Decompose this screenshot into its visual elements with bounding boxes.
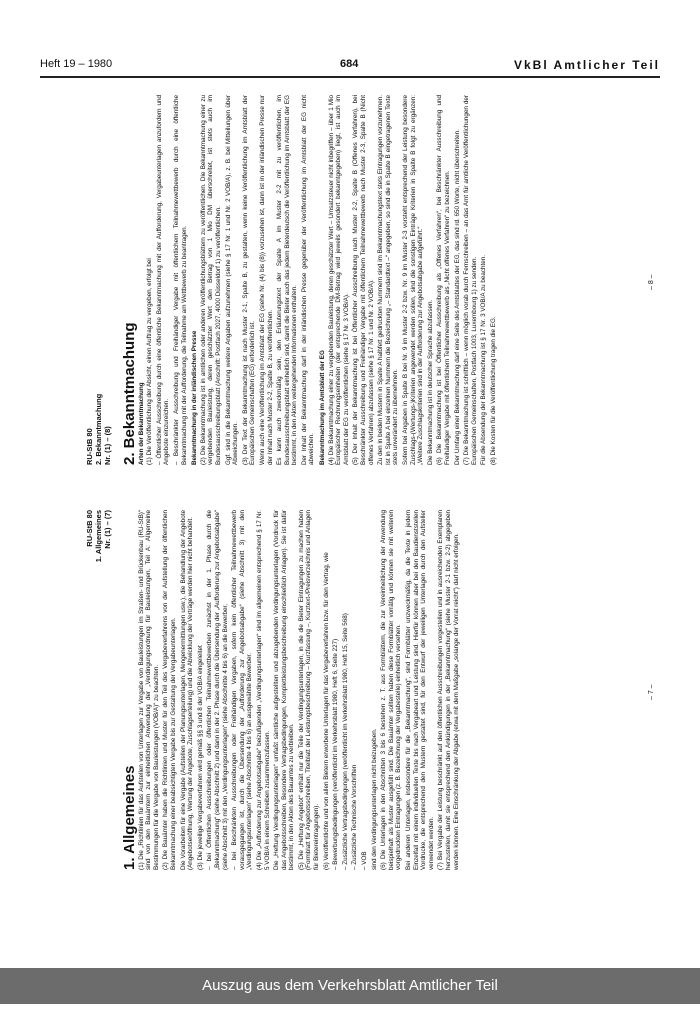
paragraph: Der Umfang einer Bekanntmachung darf eine Seite des Amtsblattes der EG, das sind rd. 650 Worte, nicht überschreiten. [453,129,461,465]
paragraph: Die „Heftung Verdingungsunterlagen“ umfaßt sämtliche aufgestellten und abzugebenden Verdingungsunterlagen (Vordruck für das Angebotsschreiben, Besondere Vertragsbedingungen, Komplettleistungsbeschreibung einschließlich Anlagen). Sie ist dafür bestimmt, in den Akten des Bauamtes zu verbleiben. [273,510,296,870]
issue-label: Heft 19 – 1980 [40,58,113,70]
right-code-box [85,95,112,465]
paragraph: (2) Die Bekanntmachung ist in amtlichen oder anderen Veröffentlichungsblättern zu veröffentlichen. Die Bekanntmachung einer zu vergebenden Bauleistung, deren geschätzter Wert den Betrag von 1 Mio DM überschreitet, ist stets auch im Bundesausschreibungsblatt (Anschrift: Postfach 2027, 4000 Düsseldorf 1) zu veröffentlichen. [199,95,222,465]
paragraph: Bei anderen Unterlagen, insbesondere für die „Bekanntmachung“, sind Formblätter unzweckmäßig, da die Texte in jedem Einzelfall mit einem individuellen Texte bis nach Vergabeart und Leistung sind. Hierfür können aber bei den Baudienststellen Vordrucke, die entsprechend den Mustern gestaltet sind, für den Entwurf der jeweiligen Unterlagen durch den Aufsteller verwendet werden. [405,510,435,870]
right-code-line: 2. Bekanntmachung [94,393,103,465]
paragraph: – Zusätzliche Vertragsbedingungen (veröffentlicht im Verkehrsblatt 1980, Heft 15, Seite 568) [341,613,349,870]
paragraph: Für die Absendung der Bekanntmachung ist § 17 Nr. 3 VOB/A zu beachten. [480,254,488,465]
page-number: 684 [340,58,359,70]
right-code-line: RU-StB 80 [85,428,94,465]
paragraph: – Öffentlicher Ausschreibung durch eine öffentliche Bekanntmachung mit der Aufforderung, Vergabeunterlagen anzufordern und Angebote einzureichen. [155,95,171,465]
paragraph: (3) Die jeweilige Vergabeverfahren wird gemäß §§ 3 und 8 der VOB/A eingeleitet [196,645,204,870]
paragraph: (5) Der Inhalt der Bekanntmachung ist bei Öffentlicher Ausschreibung nach Muster 2-2, Spalte B (Offenes Verfahren), bei Beschränkter Ausschreibung und Freihändiger Vergabe mit öffentlichem Teilnahmewettbewerb nach Muster 2-3, Spalte B (Nicht offenes Verfahren) abzufassen (siehe § 17 Nr. 1 und Nr. 2 VOB/A). [352,95,375,465]
paragraph: (5) Die „Heftung Angebot“ enthält nur die Teile der Verdingungsunterlagen, in die die Bieter Eintragungen zu machen haben (Formblatt für Angebotsschreiben, Titelblatt der Leistungsbeschreibung – Kurzfassung –, Kurztext-/Preisverzeichnis und Anlagen für Bietereintragungen). [297,510,321,870]
paragraph: Zu den in beiden Mustern in Spalte A halbfett gedruckten Nummern sind im Bekanntmachungstext stets Eintragungen vorzunehmen. Ist in Spalte A bei einzelnen Nummern die Bezeichnung „– Standardtext –“ angegeben, so sind die in Spalte B eingetragenen Texte stets unverändert zu übernehmen. [377,95,400,465]
paragraph: Wenn auch eine Veröffentlichung im Amtsblatt der EG (siehe Nr. (4) bis (8)) vorzusehen ist, dann ist in der inländischen Presse nur der Inhalt nach Muster 2-2, Spalte B, zu veröffentlichen. [258,95,274,465]
right-paragraphs-3 [328,95,498,465]
paragraph: – bei Öffentlichen Ausschreibungen oder öffentlichen Teilnahmewettbewerben zunächst in der 1. Phase durch die „Bekanntmachung“ (siehe Abschnitt 2) und dann in der 2. Phase durch die Übersendung der „Aufforderung zur Angebotsabgabe“ (siehe Abschnitt 3) mit den „Verdingungsunterlagen“ (siehe Abschnitte 4 bis 6) an die Bewerber, [206,510,229,870]
paragraph: (4) Die „Aufforderung zur Angebotsabgabe“ beizufügenden „Verdingungsunterlagen“ sind im allgemeinen entsprechend § 17 Nr. 5 VOB/A in einem Schreiben zusammenzufassen. [255,510,271,870]
footer-text: Auszug aus dem Verkehrsblatt Amtlicher Teil [202,977,498,994]
left-page-number: – 7 – [648,684,656,700]
page-header [40,58,660,76]
paragraph: (1) Die „Richtlinien für das Aufstellen von Unterlagen zur Vergabe von Bauleistungen im Straßen- und Brückenbau (RU-StB)“ sind von den Bauämtern zur einheitlichen Anwendung der „Verdingungsordnung für Bauleistungen, Teil A: Allgemeine Bestimmungen für die Vergabe von Bauleistungen (VOB/A)“ zu beachten. [137,510,160,870]
paragraph: sind den Verdingungsunterlagen nicht beizugeben. [370,728,378,870]
paragraph: Sofern bei Angaben in Spalte B bei Nr. 9 im Muster 2-2 bzw. Nr. 9 im Muster 2-3 vorsteht entsprechend der Leistung besondere Zuschlags-(Wertungs-)Kriterien angewendet werden sollen, sind die sonstigen Einträge Kriterien in Spalte B folgt zu ergänzen: „Weitere Zuschlagskriterien sind in der Aufforderung zur Angebotsabgabe aufgeführt.“ [402,95,425,465]
paragraph: (2) Die Bauämter haben die Richtlinien und Muster für den Teil des Vergabeverfahrens von der Aufstellung der öffentlichen Bekanntmachung einer beabsichtigten Vergabe bis zur Gestaltung der Vergabeunterlagen. [162,510,177,870]
paragraph: (6) Veröffentlichte und von allen Bietern erworbene Unterlagen für das Vergabeverfahren bzw. für den Vertrag, wie [322,552,330,870]
rotated-page [85,90,660,870]
right-code-line: Nr. (1) – (8) [103,426,112,465]
paragraph: (3) Der Text der Bekanntmachung ist nach Muster 2-1, Spalte B, zu gestalten, wenn keine Veröffentlichung im Amtsblatt der Europäischen Gemeinschaften (EG) erforderlich ist. [241,95,257,465]
paragraph: – Beschränkter Ausschreibung und Freihändiger Vergabe mit öffentlichem Teilnahmewettbewerb durch eine öffentliche Bekanntmachung mit der Aufforderung, die Teilnahme am Wettbewerb zu beantragen. [172,95,188,465]
right-paragraphs-1 [146,95,188,465]
left-section-title: 1. Allgemeines [121,765,138,870]
footer-banner [0,968,700,1004]
right-column [85,95,660,465]
paragraph: (1) Die Veröffentlichung der Absicht, einen Auftrag zu vergeben, erfolgt bei [146,258,154,465]
subheading-presse: Bekanntmachung in der inländischen Presse [191,330,199,465]
paragraph: (6) Die Unterlagen in den Abschnitten 3 bis 6 bestehen z. T. aus Formblättern, die zur Vereinheitlichung der Anwendung beispielhaft als Muster ausgefüllt sind. Die Bauämter sollten haben diese Formblätter vorrätig und können sie mit weiteren vorgedruckten Eintragungen (z. B. Bezeichnung der Vergabestelle) einheitlich versehen. [380,510,403,870]
paragraph: – Zusätzliche Technische Vorschriften [351,764,359,870]
subheading-arten: Arten der Bekanntmachung [137,382,145,465]
paragraph: (8) Die Kosten für die Veröffentlichung tragen die EG. [489,316,497,465]
left-code-line: RU-StB 80 [85,510,94,547]
paragraph: (6) Die Bekanntmachung ist bei Öffentlicher Ausschreibung als „Offenes Verfahren“, bei Beschränkter Ausschreibung und Freihändiger Vergabe mit öffentlichem Teilnahmewettbewerb als „Nicht offenes Verfahren“ zu bezeichnen. [436,95,451,465]
paragraph: – Bewerbungsbedingungen (veröffentlicht im Verkehrsblatt 1980, Heft 6, Seite 227) [332,638,340,870]
paragraph: (7) Die Bekanntmachung ist schriftlich – wenn möglich vorab durch Fernschreiben – an das Amt für amtliche Veröffentlichungen der Europäischen Gemeinschaften, Postfach 1003, Luxembourg 1) zu senden. [463,95,478,465]
publication-title: VkBl Amtlicher Teil [513,58,660,72]
left-paragraphs [138,510,461,870]
right-paragraphs-2 [200,95,316,465]
left-code-box [85,510,112,870]
paragraph: (4) Die Bekanntmachung einer zu vergebenden Bauleistung, deren geschätzter Wert – Umsatzsteuer nicht inbegriffen – über 1 Mio Europäischer Rechnungseinheiten (der entsprechende DM-Betrag wird jeweils gesondert bekanntgegeben) liegt, ist auch im Amtsblatt der EG zu veröffentlichen (siehe § 17 Nr. 3 VOB/A). [327,95,350,465]
paragraph: Der Inhalt der Bekanntmachung darf in der inländischen Presse gegenüber der Veröffentlichung im Amtsblatt der EG nicht abweichen. [300,95,316,465]
right-section-title: 2. Bekanntmachung [121,322,138,465]
left-code-line: 1. Allgemeines [94,510,103,563]
paragraph: Die Vorarbeiten für eine Vergabe (Aufstellen der Planungsunterlagen, Mengenermittlungen usw.), die Behandlung der Angebote (Angebotseröffnung, Wertung der Angebote, Zuschlagserteilung) und die Abwicklung der Verträge werden hier nicht behandelt. [179,510,195,870]
subheading-amtsblatt: Bekanntmachung im Amtsblatt der EG [319,350,327,465]
paragraph: – bei Beschränkten Ausschreibungen oder Freihändigen Vergaben, sofern kein öffentlicher Teilnahmewettbewerb vorausgegangen ist, durch die Übersendung der „Aufforderung zur Angebotsabgabe“ (siehe Abschnitt 3) mit den „Verdingungsunterlagen“ (siehe Abschnitte 4 bis 6) an ausgewählte Bewerber. [231,510,254,870]
header-rule [40,76,660,78]
right-page-number: – 8 – [648,274,656,290]
paragraph: Die Bekanntmachung ist in deutscher Sprache abzufassen. [426,299,434,465]
paragraph: Ggf. sind in die Bekanntmachung weitere Angaben aufzunehmen (siehe § 17 Nr. 1 und Nr. 2 VOB/A), z. B. bei Mitteilungen über Abweichungen. [224,95,240,465]
paragraph: Es kann auch zweckmäßig sein, den Erläuterungstext der Spalte A im Muster 2-2 mit zu veröffentlichen, im Bundesausschreibungsblatt einheitlich sind, damit die Bieter auch das jedem Bieterdeutsch die Veröffentlichung im Amtsblatt der EG bestimmt, in den Akten weitergehenden Informationen enthalten. [276,95,299,465]
left-column [85,510,660,870]
paragraph: (7) Bei Vergabe der Leistung beschränkt auf den öffentlichen Ausschreibungen vorgestellen und in ausreichenden Exemplaren herzustellen, damit sie entsprechend den Ankündigungen in der „Bekanntmachung“ (siehe Muster 2-1 bzw. 2-2) abgegeben werden können. Eine Einschränkung der Abgabe (etwa mit dem Maßgabe „solange der Vorrat reicht“) darf nicht erfolgen. [437,510,460,870]
paragraph: – VOB [361,851,369,870]
left-code-line: Nr. (1) – (7) [103,510,112,549]
